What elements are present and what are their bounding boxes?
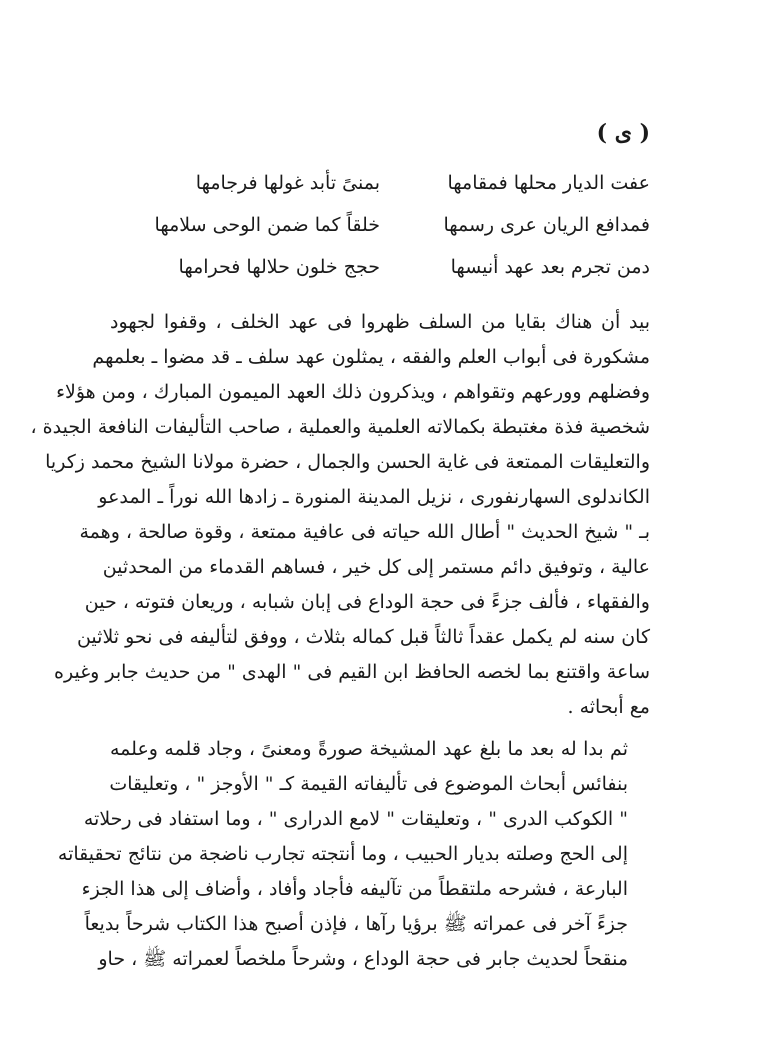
- verse-first-hemistich: عفت الديار محلها فمقامها: [447, 172, 650, 194]
- verse-second-hemistich: حجج خلون حلالها فحرامها: [178, 256, 380, 278]
- text-line: بيد أن هناك بقايا من السلف ظهروا فى عهد الخلف ، وقفوا لجهود: [110, 311, 650, 333]
- paragraph-1: [30, 305, 650, 725]
- text-line: والفقهاء ، فألف جزءً فى حجة الوداع فى إبان شبابه ، وريعان فتوته ، حين: [84, 591, 650, 613]
- text-line: البارعة ، فشرحه ملتقطاً من تآليفه فأجاد وأفاد ، وأضاف إلى هذا الجزء: [81, 878, 628, 900]
- text-line: " الكوكب الدرى " ، وتعليقات " لامع الدرارى " ، وما استفاد فى رحلاته: [83, 808, 628, 830]
- text-line: ساعة واقتنع بما لخصه الحافظ ابن القيم فى " الهدى " من حديث جابر وغيره: [54, 661, 650, 683]
- text-line: ثم بدا له بعد ما بلغ عهد المشيخة صورةً ومعنىً ، وجاد قلمه وعلمه: [110, 738, 628, 760]
- text-line: كان سنه لم يكمل عقداً ثالثاً قبل كماله بثلاث ، ووفق لتأليفه فى نحو ثلاثين: [76, 626, 650, 648]
- text-line: والتعليقات الممتعة فى غاية الحسن والجمال ، حضرة مولانا الشيخ محمد زكريا: [45, 451, 650, 473]
- text-line: عالية ، وتوفيق دائم مستمر إلى كل خير ، فساهم القدماء من المحدثين: [102, 556, 650, 578]
- poem-verse: [130, 172, 650, 214]
- text-line: إلى الحج وصلته بديار الحبيب ، وما أنتجته تجارب ناضجة من نتائج تحقيقاته: [57, 843, 628, 865]
- text-line: الكاندلوى السهارنفورى ، نزيل المدينة المنورة ـ زادها الله نوراً ـ المدعو: [98, 486, 650, 508]
- text-line: مشكورة فى أبواب العلم والفقه ، يمثلون عهد سلف ـ قد مضوا ـ بعلمهم: [92, 346, 650, 368]
- verse-first-hemistich: فمدافع الريان عرى رسمها: [443, 214, 650, 236]
- text-line: بـ " شيخ الحديث " أطال الله حياته فى عافية ممتعة ، وقوة صالحة ، وهمة: [79, 521, 650, 543]
- text-line: بنفائس أبحاث الموضوع فى تأليفاته القيمة كـ " الأوجز " ، وتعليقات: [109, 773, 628, 795]
- text-line: شخصية فذة مغتبطة بكمالاته العلمية والعملية ، صاحب التأليفات النافعة الجيدة ،: [30, 416, 650, 438]
- verse-first-hemistich: دمن تجرم بعد عهد أنيسها: [450, 256, 650, 278]
- text-line: منقحاً لحديث جابر فى حجة الوداع ، وشرحاً ملخصاً لعمراته ﷺ ، حاو: [98, 948, 628, 970]
- verse-second-hemistich: بمنىً تأبد غولها فرجامها: [195, 172, 380, 194]
- text-line: مع أبحاثه .: [567, 696, 650, 718]
- poem-verse: [130, 256, 650, 298]
- poem: [130, 172, 650, 298]
- verse-second-hemistich: خلقاً كما ضمن الوحى سلامها: [154, 214, 380, 236]
- text-line: وفضلهم وورعهم وتقواهم ، ويذكرون ذلك العهد الميمون المبارك ، ومن هؤلاء: [56, 381, 650, 403]
- paragraph-2: [57, 732, 650, 977]
- page-number: ( ى ): [596, 120, 650, 146]
- text-line: جزءً آخر فى عمراته ﷺ برؤيا رآها ، فإذن أصبح هذا الكتاب شرحاً بديعاً: [84, 913, 628, 935]
- poem-verse: [130, 214, 650, 256]
